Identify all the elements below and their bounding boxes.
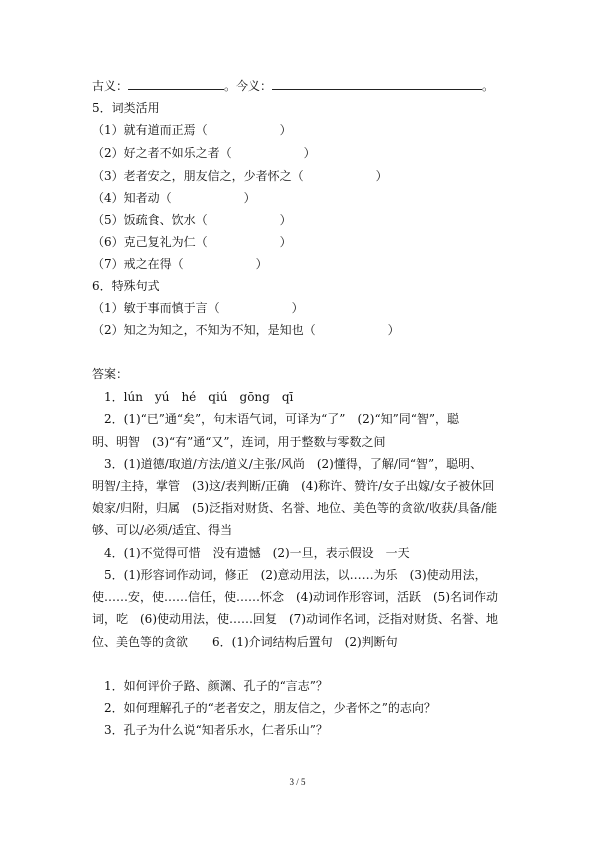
answer-line: 1．lún yú hé qiú gōng qī xyxy=(104,390,294,404)
section5-item: （2）好之者不如乐之者（ ） xyxy=(92,146,316,160)
section5-item: （7）戒之在得（ ） xyxy=(92,257,268,271)
section5-item: （4）知者动（ ） xyxy=(92,191,256,205)
section5-item: （3）老者安之，朋友信之，少者怀之（ ） xyxy=(92,169,388,183)
answer-line: 娘家/归附，归属 (5)泛指对财货、名誉、地位、美色等的贪欲/收获/具备/能 xyxy=(92,501,498,515)
answer-line: 明智/主持，掌管 (3)这/表判断/正确 (4)称许、赞许/女子出嫁/女子被休回 xyxy=(92,479,495,493)
answer-line: 词，吃 (6)使动用法，使……回复 (7)动词作名词，泛指对财货、名誉、地 xyxy=(92,612,498,626)
question-line: 1．如何评价子路、颜渊、孔子的“言志”？ xyxy=(104,679,328,693)
answer-line: 3．(1)道德/取道/方法/道义/主张/风尚 (2)懂得，了解/同“智”，聪明、 xyxy=(104,457,483,471)
answer-line: 2．(1)“已”通“矣”，句末语气词，可译为“了” (2)“知”同“智”，聪 xyxy=(104,412,459,426)
answer-line: 够、可以/必须/适宜、得当 xyxy=(92,523,233,537)
answers-title: 答案： xyxy=(92,367,129,381)
section5-title: 5．词类活用 xyxy=(92,101,160,115)
answer-line: 4．(1)不觉得可惜 没有遗憾 (2)一旦，表示假设 一天 xyxy=(104,546,410,560)
section5-item: （6）克己复礼为仁（ ） xyxy=(92,235,292,249)
section6-title: 6．特殊句式 xyxy=(92,279,160,293)
section5-item: （5）饭疏食、饮水（ ） xyxy=(92,213,292,227)
section5-item: （1）就有道而正焉（ ） xyxy=(92,123,292,137)
page-number: 3 / 5 xyxy=(289,777,306,787)
answer-line: 明、明智 (3)“有”通“又”，连词，用于整数与零数之间 xyxy=(92,435,386,449)
section6-item: （1）敏于事而慎于言（ ） xyxy=(92,301,304,315)
gu-jin-line xyxy=(92,78,494,94)
question-line: 2．如何理解孔子的“老者安之，朋友信之，少者怀之”的志向？ xyxy=(104,701,436,715)
question-line: 3．孔子为什么说“知者乐水，仁者乐山”？ xyxy=(104,723,328,737)
section6-item: （2）知之为知之，不知为不知，是知也（ ） xyxy=(92,323,400,337)
jin-end: 。 xyxy=(482,79,495,93)
jin-blank[interactable] xyxy=(272,78,482,90)
gu-blank[interactable] xyxy=(128,78,224,90)
answer-line: 5．(1)形容词作动词，修正 (2)意动用法，以……为乐 (3)使动用法， xyxy=(104,568,487,582)
answer-line: 使……安，使……信任，使……怀念 (4)动词作形容词，活跃 (5)名词作动 xyxy=(92,590,498,604)
gu-end: 。今义： xyxy=(224,79,273,93)
answer-line: 位、美色等的贪欲 6．(1)介词结构后置句 (2)判断句 xyxy=(92,635,398,649)
gu-label: 古义： xyxy=(92,79,129,93)
